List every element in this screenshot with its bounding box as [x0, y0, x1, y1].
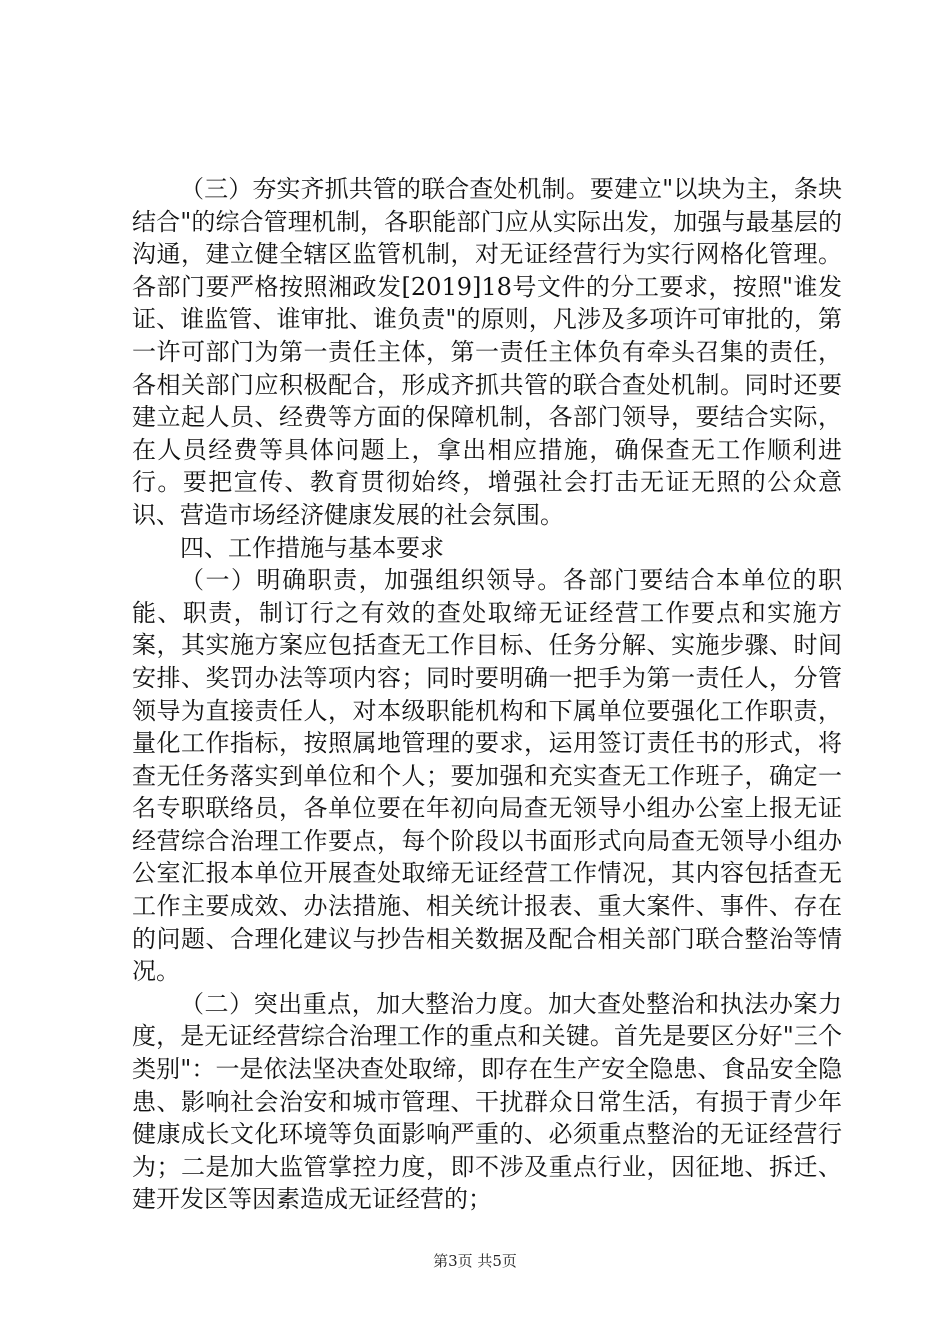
document-body: [132, 173, 842, 1216]
section-heading-measures: 四、工作措施与基本要求: [180, 533, 444, 562]
paragraph-joint-mechanism: （三）夯实齐抓共管的联合查处机制。要建立"以块为主，条块结合"的综合管理机制，各职能部门应从实际出发，加强与最基层的沟通，建立健全辖区监管机制，对无证经营行为实行网格化管理。各部门要严格按照湘政发[2019]18号文件的分工要求，按照"谁发证、谁监管、谁审批、谁负责"的原则，凡涉及多项许可审批的，第一许可部门为第一责任主体，第一责任主体负有牵头召集的责任，各相关部门应积极配合，形成齐抓共管的联合查处机制。同时还要建立起人员、经费等方面的保障机制，各部门领导，要结合实际，在人员经费等具体问题上，拿出相应措施，确保查无工作顺利进行。要把宣传、教育贯彻始终，增强社会打击无证无照的公众意识、营造市场经济健康发展的社会氛围。: [132, 175, 842, 529]
page-footer: 第3页 共5页: [433, 1252, 517, 1270]
paragraph-clarify-duties: （一）明确职责，加强组织领导。各部门要结合本单位的职能、职责，制订行之有效的查处取缔无证经营工作要点和实施方案，其实施方案应包括查无工作目标、任务分解、实施步骤、时间安排、奖罚办法等项内容；同时要明确一把手为第一责任人，分管领导为直接责任人，对本级职能机构和下属单位要强化工作职责，量化工作指标，按照属地管理的要求，运用签订责任书的形式，将查无任务落实到单位和个人；要加强和充实查无工作班子，确定一名专职联络员，各单位要在年初向局查无领导小组办公室上报无证经营综合治理工作要点，每个阶段以书面形式向局查无领导小组办公室汇报本单位开展查处取缔无证经营工作情况，其内容包括查无工作主要成效、办法措施、相关统计报表、重大案件、事件、存在的问题、合理化建议与抄告相关数据及配合相关部门联合整治等情况。: [132, 566, 842, 986]
paragraph-highlight-priorities: （二）突出重点，加大整治力度。加大查处整治和执法办案力度，是无证经营综合治理工作的重点和关键。首先是要区分好"三个类别"：一是依法坚决查处取缔，即存在生产安全隐患、食品安全隐患、影响社会治安和城市管理、干扰群众日常生活，有损于青少年健康成长文化环境等负面影响严重的、必须重点整治的无证经营行为；二是加大监管掌控力度，即不涉及重点行业，因征地、拆迁、建开发区等因素造成无证经营的；: [132, 989, 842, 1214]
